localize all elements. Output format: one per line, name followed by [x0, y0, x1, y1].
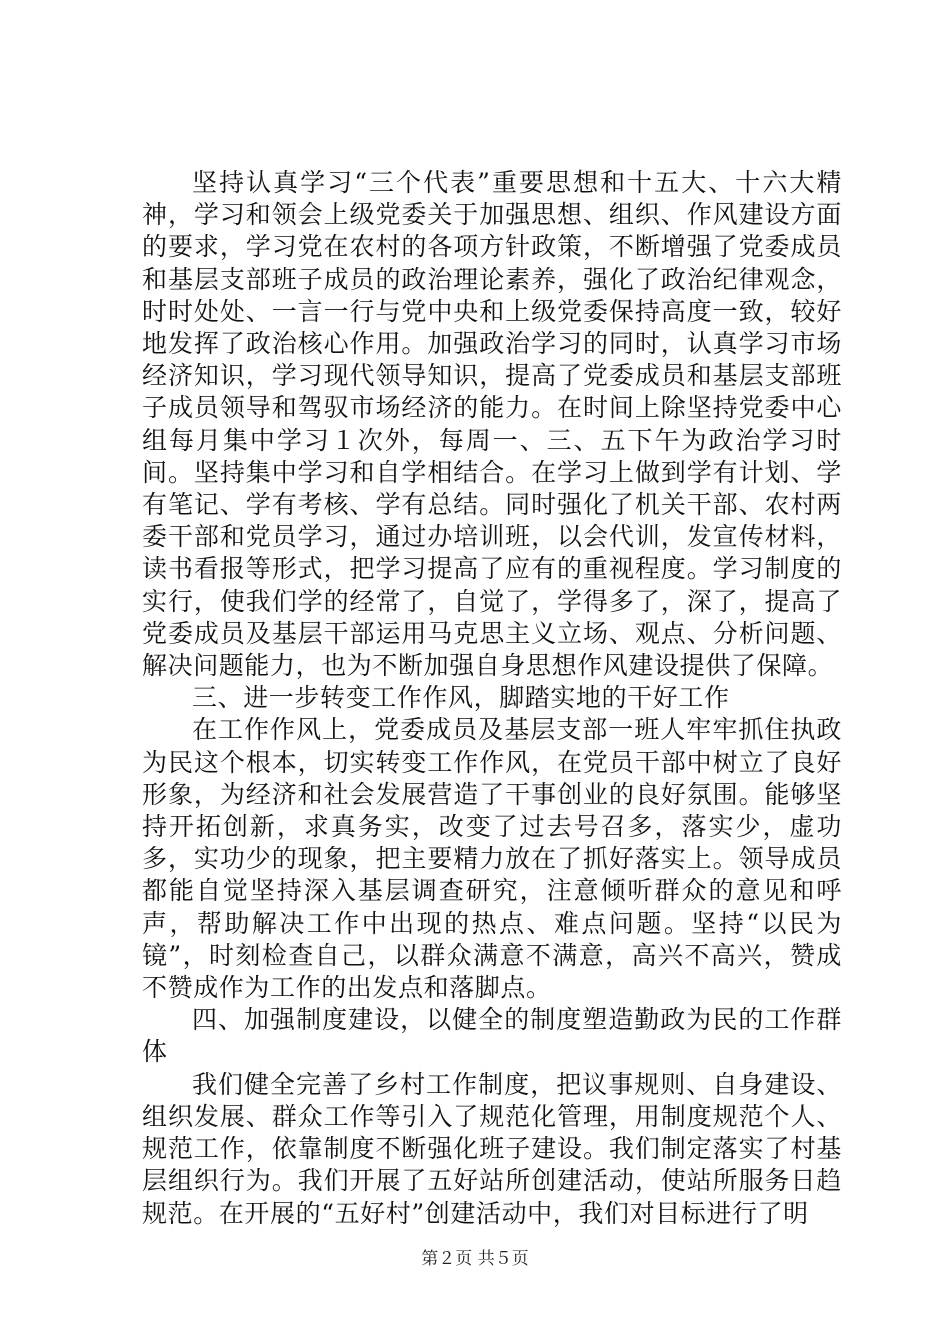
paragraph-system-building: 我们健全完善了乡村工作制度，把议事规则、自身建设、组织发展、群众工作等引入了规范化管理，用制度规范个人、规范工作，依靠制度不断强化班子建设。我们制定落实了村基层组织行为。我们开展了五好站所创建活动，使站所服务日趋规范。在开展的“五好村”创建活动中，我们对目标进行了明 [142, 1069, 842, 1228]
document-body [142, 167, 842, 1230]
section-heading-three: 三、进一步转变工作作风，脚踏实地的干好工作 [192, 683, 730, 713]
section-heading-four: 四、加强制度建设，以健全的制度塑造勤政为民的工作群体 [142, 1005, 842, 1067]
page-number-footer: 第２页 共５页 [421, 1249, 529, 1269]
paragraph-work-style: 在工作作风上，党委成员及基层支部一班人牢牢抓住执政为民这个根本，切实转变工作作风，在党员干部中树立了良好形象，为经济和社会发展营造了干事创业的良好氛围。能够坚持开拓创新，求真务实，改变了过去号召多，落实少，虚功多，实功少的现象，把主要精力放在了抓好落实上。领导成员都能自觉坚持深入基层调查研究，注意倾听群众的意见和呼声，帮助解决工作中出现的热点、难点问题。坚持“以民为镜”，时刻检查自己，以群众满意不满意，高兴不高兴，赞成不赞成作为工作的出发点和落脚点。 [142, 715, 842, 1003]
paragraph-study: 坚持认真学习“三个代表”重要思想和十五大、十六大精神，学习和领会上级党委关于加强思想、组织、作风建设方面的要求，学习党在农村的各项方针政策，不断增强了党委成员和基层支部班子成员的政治理论素养，强化了政治纪律观念，时时处处、一言一行与党中央和上级党委保持高度一致，较好地发挥了政治核心作用。加强政治学习的同时，认真学习市场经济知识，学习现代领导知识，提高了党委成员和基层支部班子成员领导和驾驭市场经济的能力。在时间上除坚持党委中心组每月集中学习１次外，每周一、三、五下午为政治学习时间。坚持集中学习和自学相结合。在学习上做到学有计划、学有笔记、学有考核、学有总结。同时强化了机关干部、农村两委干部和党员学习，通过办培训班，以会代训，发宣传材料，读书看报等形式，把学习提高了应有的重视程度。学习制度的实行，使我们学的经常了，自觉了，学得多了，深了，提高了党委成员及基层干部运用马克思主义立场、观点、分析问题、解决问题能力，也为不断加强自身思想作风建设提供了保障。 [142, 168, 842, 681]
